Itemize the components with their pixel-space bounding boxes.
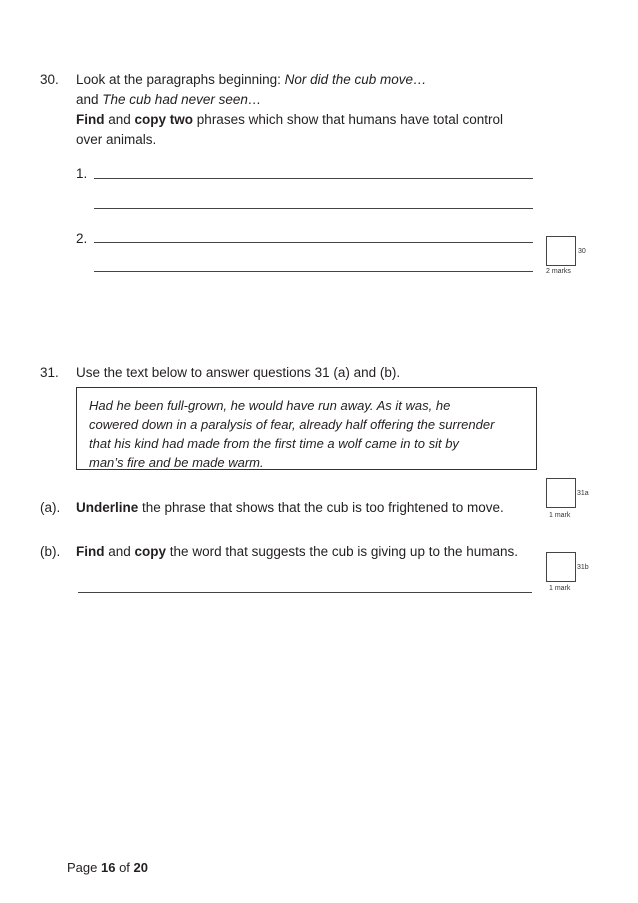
answer-31b-line[interactable] bbox=[78, 592, 532, 593]
marks-31a-caption: 1 mark bbox=[549, 512, 571, 519]
marks-box-31b[interactable] bbox=[546, 552, 576, 582]
q30-line1-prefix: Look at the paragraphs beginning: bbox=[76, 72, 285, 87]
answer-1-label: 1. bbox=[76, 166, 88, 181]
marks-30-caption: 2 marks bbox=[546, 268, 571, 275]
q30-and: and bbox=[104, 112, 135, 127]
q31b-copy-bold: copy bbox=[134, 544, 167, 559]
page-total: 20 bbox=[133, 860, 148, 875]
page-number bbox=[67, 860, 148, 875]
marks-31b-caption: 1 mark bbox=[549, 585, 571, 592]
q30-copy-two-bold: copy two bbox=[134, 112, 194, 127]
marks-box-31a[interactable] bbox=[546, 478, 576, 508]
q31b-find-bold: Find bbox=[76, 544, 105, 559]
q31a-rest: the phrase that shows that the cub is too frightened to move. bbox=[138, 500, 504, 515]
question-31b-label: (b). bbox=[40, 544, 61, 559]
question-30-instruction-line2: over animals. bbox=[76, 132, 157, 147]
q30-line1-italic: Nor did the cub move… bbox=[284, 72, 427, 87]
q30-instruction-rest: phrases which show that humans have total control bbox=[193, 112, 503, 127]
question-31-number: 31. bbox=[40, 365, 59, 380]
q30-line2-prefix: and bbox=[76, 92, 103, 107]
marks-box-30-label: 30 bbox=[578, 248, 586, 255]
passage-line-4: man’s fire and be made warm. bbox=[89, 455, 264, 470]
question-31-intro: Use the text below to answer questions 31 (a) and (b). bbox=[76, 365, 401, 380]
answer-2-line-a[interactable] bbox=[94, 242, 533, 243]
passage-line-2: cowered down in a paralysis of fear, already half offering the surrender bbox=[89, 417, 495, 432]
answer-1-line-b[interactable] bbox=[94, 208, 533, 209]
answer-2-line-b[interactable] bbox=[94, 271, 533, 272]
page-prefix: Page bbox=[67, 860, 101, 875]
question-30-prompt-line2 bbox=[76, 90, 261, 110]
marks-box-30[interactable] bbox=[546, 236, 576, 266]
passage-line-3: that his kind had made from the first time a wolf came in to sit by bbox=[89, 436, 459, 451]
page-of: of bbox=[115, 860, 134, 875]
marks-box-31a-label: 31a bbox=[577, 490, 589, 497]
question-31a-label: (a). bbox=[40, 500, 61, 515]
passage-box bbox=[76, 387, 537, 470]
q30-find-bold: Find bbox=[76, 112, 105, 127]
passage-line-1: Had he been full-grown, he would have run away. As it was, he bbox=[89, 398, 451, 413]
marks-box-31b-label: 31b bbox=[577, 564, 589, 571]
answer-1-line-a[interactable] bbox=[94, 178, 533, 179]
page-current: 16 bbox=[100, 860, 116, 875]
question-31a-text bbox=[76, 498, 504, 518]
q31b-and: and bbox=[104, 544, 135, 559]
q30-line2-italic: The cub had never seen… bbox=[102, 92, 262, 107]
q31b-rest: the word that suggests the cub is giving up to the humans. bbox=[166, 544, 519, 559]
question-30-instruction bbox=[76, 110, 503, 130]
q31a-underline-bold: Underline bbox=[76, 500, 139, 515]
question-30-number: 30. bbox=[40, 72, 59, 87]
answer-2-label: 2. bbox=[76, 231, 88, 246]
question-31b-text bbox=[76, 542, 518, 562]
question-30-prompt-line1 bbox=[76, 70, 427, 90]
